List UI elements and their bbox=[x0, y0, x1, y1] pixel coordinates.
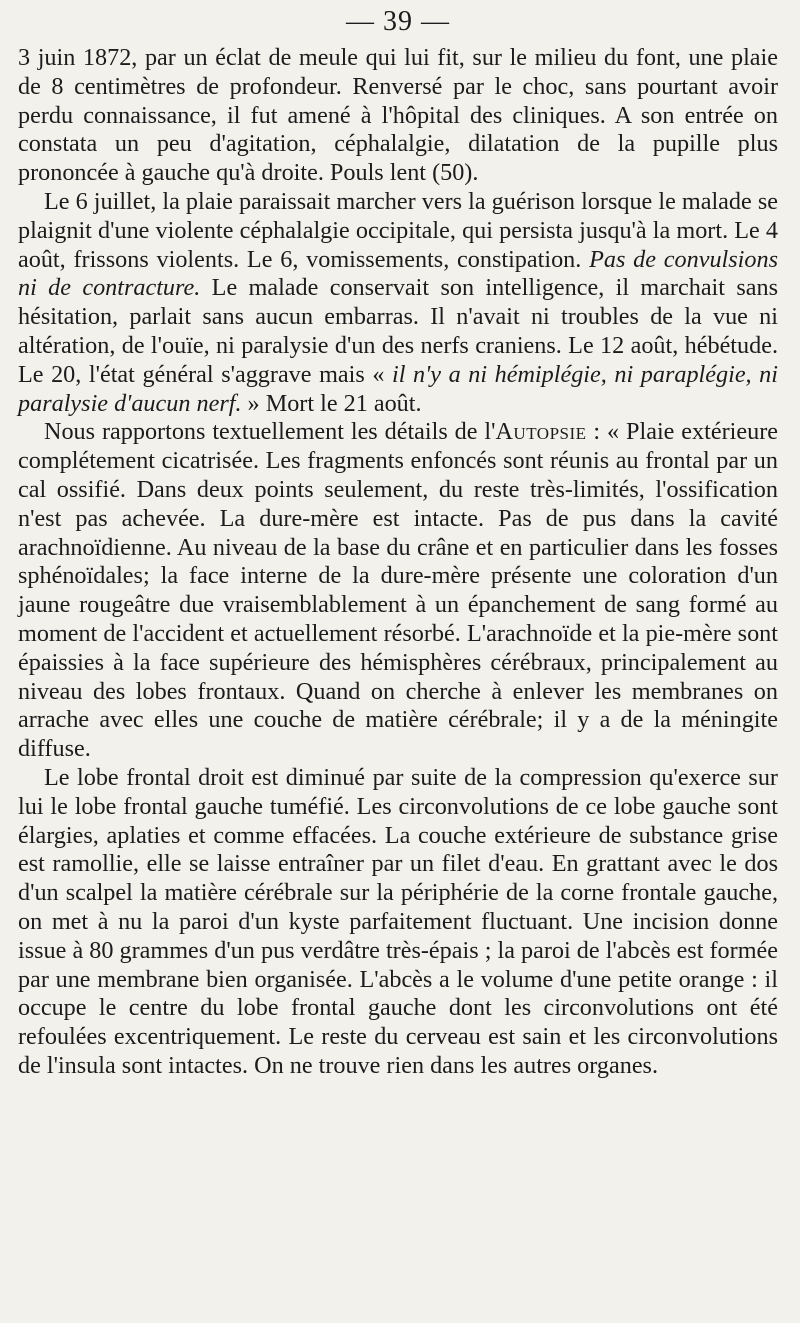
paragraph-2-italic-quote: il n'y a ni hémiplégie, ni paraplégie, ni paralysie d'aucun nerf. bbox=[18, 360, 778, 417]
paragraph-1 bbox=[18, 44, 778, 188]
paragraph-2-text-a: Le 6 juillet, la plaie paraissait marcher vers la guérison lorsque le malade se plaignit d'une violente céphalalgie occipitale, qui persista jusqu'à la mort. Le 4 août, frissons violents. Le 6, vomissements, constipation. bbox=[18, 187, 778, 273]
paragraph-3-text-b: : « Plaie extérieure complétement cicatrisée. Les fragments enfoncés sont réunis au frontal par un cal ossifié. Dans deux points seulement, du reste très-limités, l'ossification n'est pas achevée. La dure-mère est intacte. Pas de pus dans la cavité arachnoïdienne. Au niveau de la base du crâne et en particulier dans les fosses sphénoïdales; la face interne de la dure-mère présente une coloration d'un jaune rougeâtre due vraisemblablement à un épanchement de sang formé au moment de l'accident et actuellement résorbé. L'arachnoïde et la pie-mère sont épaissies à la face supérieure des hémisphères cérébraux, principalement au niveau des lobes frontaux. Quand on cherche à enlever les membranes on arrache avec elles une couche de matière cérébrale; il y a de la méningite diffuse. bbox=[18, 418, 778, 763]
paragraph-3-text-a: Nous rapportons textuellement les détails de l' bbox=[44, 418, 496, 446]
paragraph-2-italic-a: Pas de convulsions ni de contracture. bbox=[18, 245, 778, 302]
paragraph-2-text-b: Le malade conservait son intelligence, il marchait sans hésitation, parlait sans aucun embarras. Il n'avait ni troubles de la vue ni altération, de l'ouïe, ni paralysie d'un des nerfs craniens. Le 12 août, hébétude. Le 20, l'état général s'aggrave mais « bbox=[18, 274, 778, 388]
paragraph-3 bbox=[18, 418, 778, 764]
paragraph-3-autopsie-smallcaps: Autopsie bbox=[495, 418, 587, 446]
paragraph-2 bbox=[18, 188, 778, 418]
paragraph-2-text-c: » Mort le 21 août. bbox=[241, 389, 422, 417]
paragraph-1-text: 3 juin 1872, par un éclat de meule qui lui fit, sur le milieu du font, une plaie de 8 centimètres de profondeur. Renversé par le choc, sans pourtant avoir perdu connaissance, il fut amené à l'hôpital des cliniques. A son entrée on constata un peu d'agitation, céphalalgie, dilatation de la pupille plus prononcée à gauche qu'à droite. Pouls lent (50). bbox=[18, 44, 778, 187]
paragraph-4 bbox=[18, 764, 778, 1081]
paragraph-4-text: Le lobe frontal droit est diminué par suite de la compression qu'exerce sur lui le lobe frontal gauche tuméfié. Les circonvolutions de ce lobe gauche sont élargies, aplaties et comme effacées. La couche extérieure de substance grise est ramollie, elle se laisse entraîner par un filet d'eau. En grattant avec le dos d'un scalpel la matière cérébrale sur la périphérie de la corne frontale gauche, on met à nu la paroi d'un kyste parfaitement fluctuant. Une incision donne issue à 80 grammes d'un pus verdâtre très-épais ; la paroi de l'abcès est formée par une membrane bien organisée. L'abcès a le volume d'une petite orange : il occupe le centre du lobe frontal gauche dont les circonvolutions ont été refoulées excentriquement. Le reste du cerveau est sain et les circonvolutions de l'insula sont intactes. On ne trouve rien dans les autres organes. bbox=[18, 763, 778, 1079]
page-number: — 39 — bbox=[346, 6, 450, 37]
